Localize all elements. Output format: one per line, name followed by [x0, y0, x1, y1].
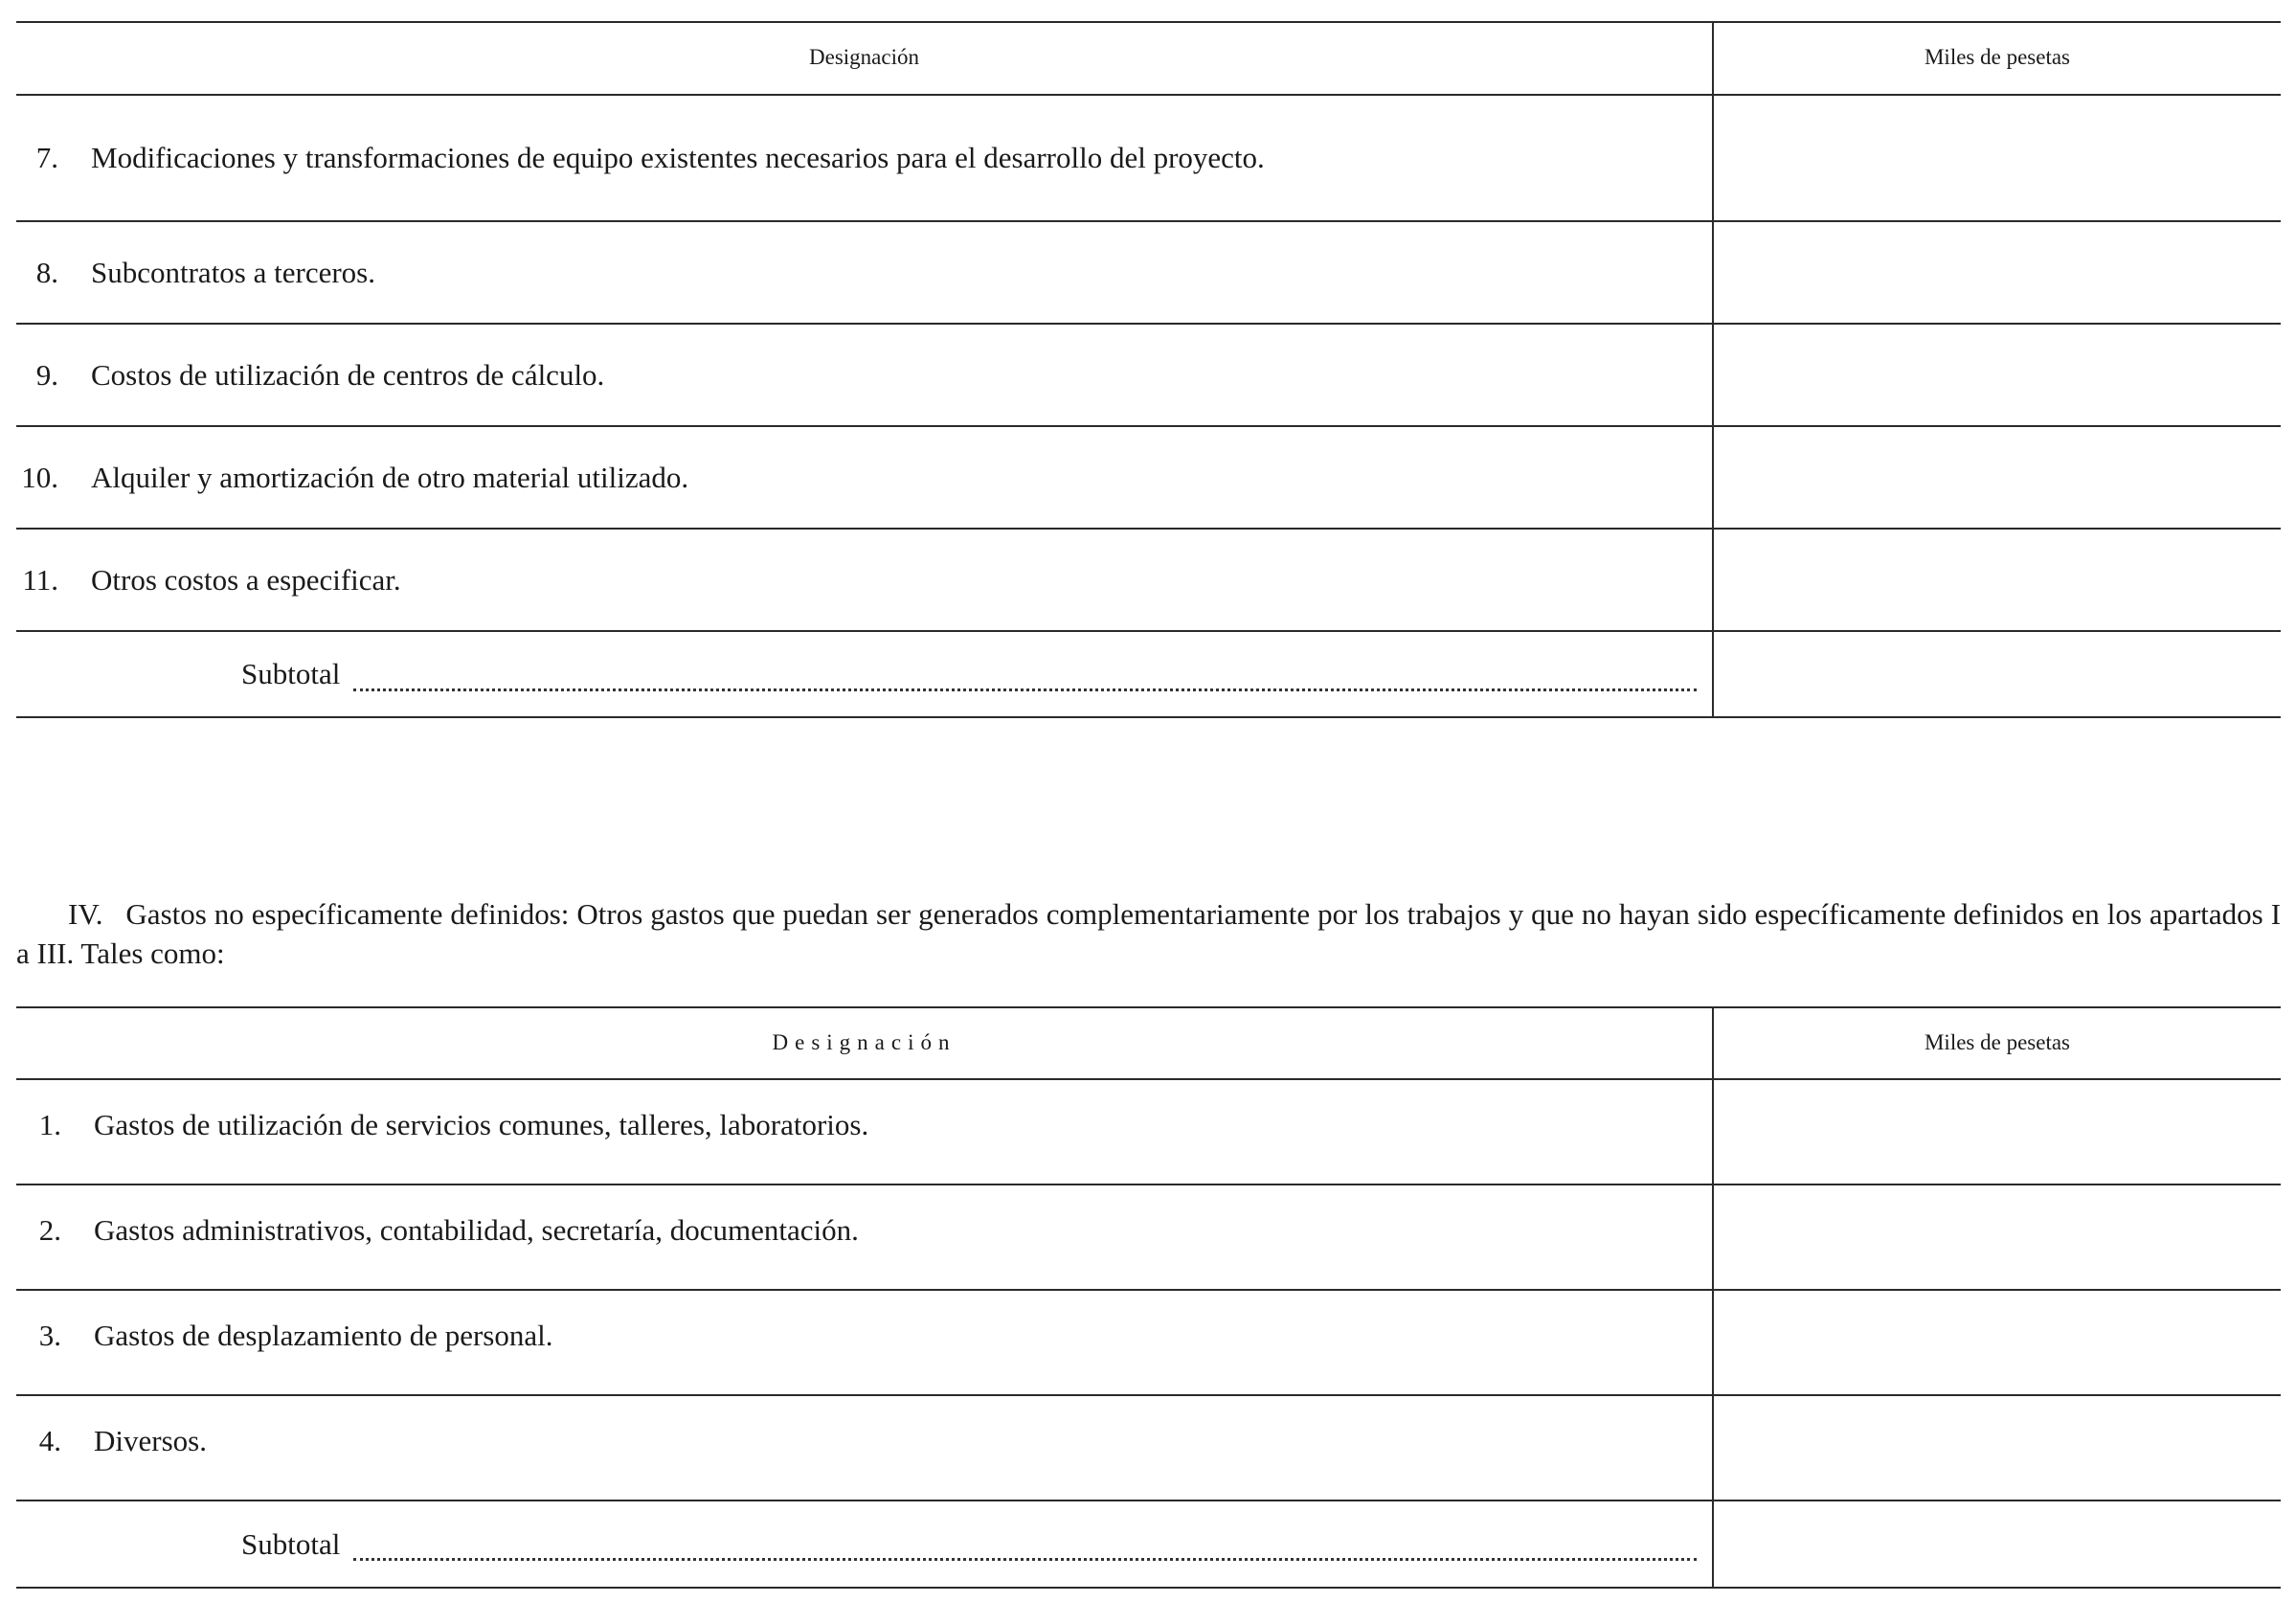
row-label: Gastos administrativos, contabilidad, secretaría, documentación.	[94, 1212, 859, 1247]
row-label: Diversos.	[94, 1423, 207, 1457]
row-label: Gastos de utilización de servicios comunes, talleres, laboratorios.	[94, 1107, 869, 1141]
column-divider	[1712, 1006, 1714, 1589]
table-row	[16, 1185, 1712, 1275]
row-label: Alquiler y amortización de otro material utilizado.	[91, 460, 689, 494]
row-number: 7.	[35, 141, 58, 174]
table-row	[16, 222, 1712, 323]
row-label: Gastos de desplazamiento de personal.	[94, 1318, 553, 1352]
table-row	[16, 325, 1712, 425]
table-border-bottom	[16, 716, 2281, 718]
table-row	[16, 530, 1712, 630]
column-divider	[1712, 21, 1714, 718]
section-numeral: IV.	[68, 897, 103, 931]
table-row	[16, 427, 1712, 528]
costs-table-1	[16, 21, 2281, 720]
row-label: Costos de utilización de centros de cálculo.	[91, 357, 605, 392]
subtotal-row	[16, 1501, 1697, 1587]
row-number: 3.	[38, 1318, 61, 1352]
row-number: 9.	[35, 357, 58, 392]
amount-header: Miles de pesetas	[1924, 1029, 2070, 1054]
row-number: 8.	[35, 255, 58, 289]
costs-table-2	[16, 1006, 2281, 1591]
subtotal-row	[16, 632, 1697, 716]
designation-header: Designación	[809, 45, 919, 69]
table-row	[16, 96, 1712, 220]
table-border-bottom	[16, 1587, 2281, 1589]
row-number: 11.	[22, 562, 58, 597]
row-label: Otros costos a especificar.	[91, 562, 401, 597]
subtotal-label: Subtotal	[241, 657, 341, 690]
table-row	[16, 1396, 1712, 1485]
table-row	[16, 1080, 1712, 1169]
designation-header: Designación	[772, 1029, 957, 1054]
subtotal-label: Subtotal	[241, 1526, 341, 1561]
dot-leader	[353, 1535, 1697, 1561]
row-label: Modificaciones y transformaciones de equipo existentes necesarios para el desarrollo del proyecto.	[91, 141, 1265, 174]
section-text: Gastos no específicamente definidos: Otros gastos que puedan ser generados complementariamente por los trabajos y que no hayan sido específicamente definidos en los apartados I a III. Tales como:	[16, 897, 2282, 970]
row-number: 1.	[38, 1107, 61, 1141]
row-number: 10.	[21, 460, 58, 494]
dot-leader	[353, 666, 1697, 691]
row-number: 4.	[38, 1423, 61, 1457]
row-number: 2.	[38, 1212, 61, 1247]
section-iv-paragraph	[16, 894, 2281, 973]
table-row	[16, 1291, 1712, 1380]
row-label: Subcontratos a terceros.	[91, 255, 375, 289]
amount-header: Miles de pesetas	[1924, 45, 2070, 69]
